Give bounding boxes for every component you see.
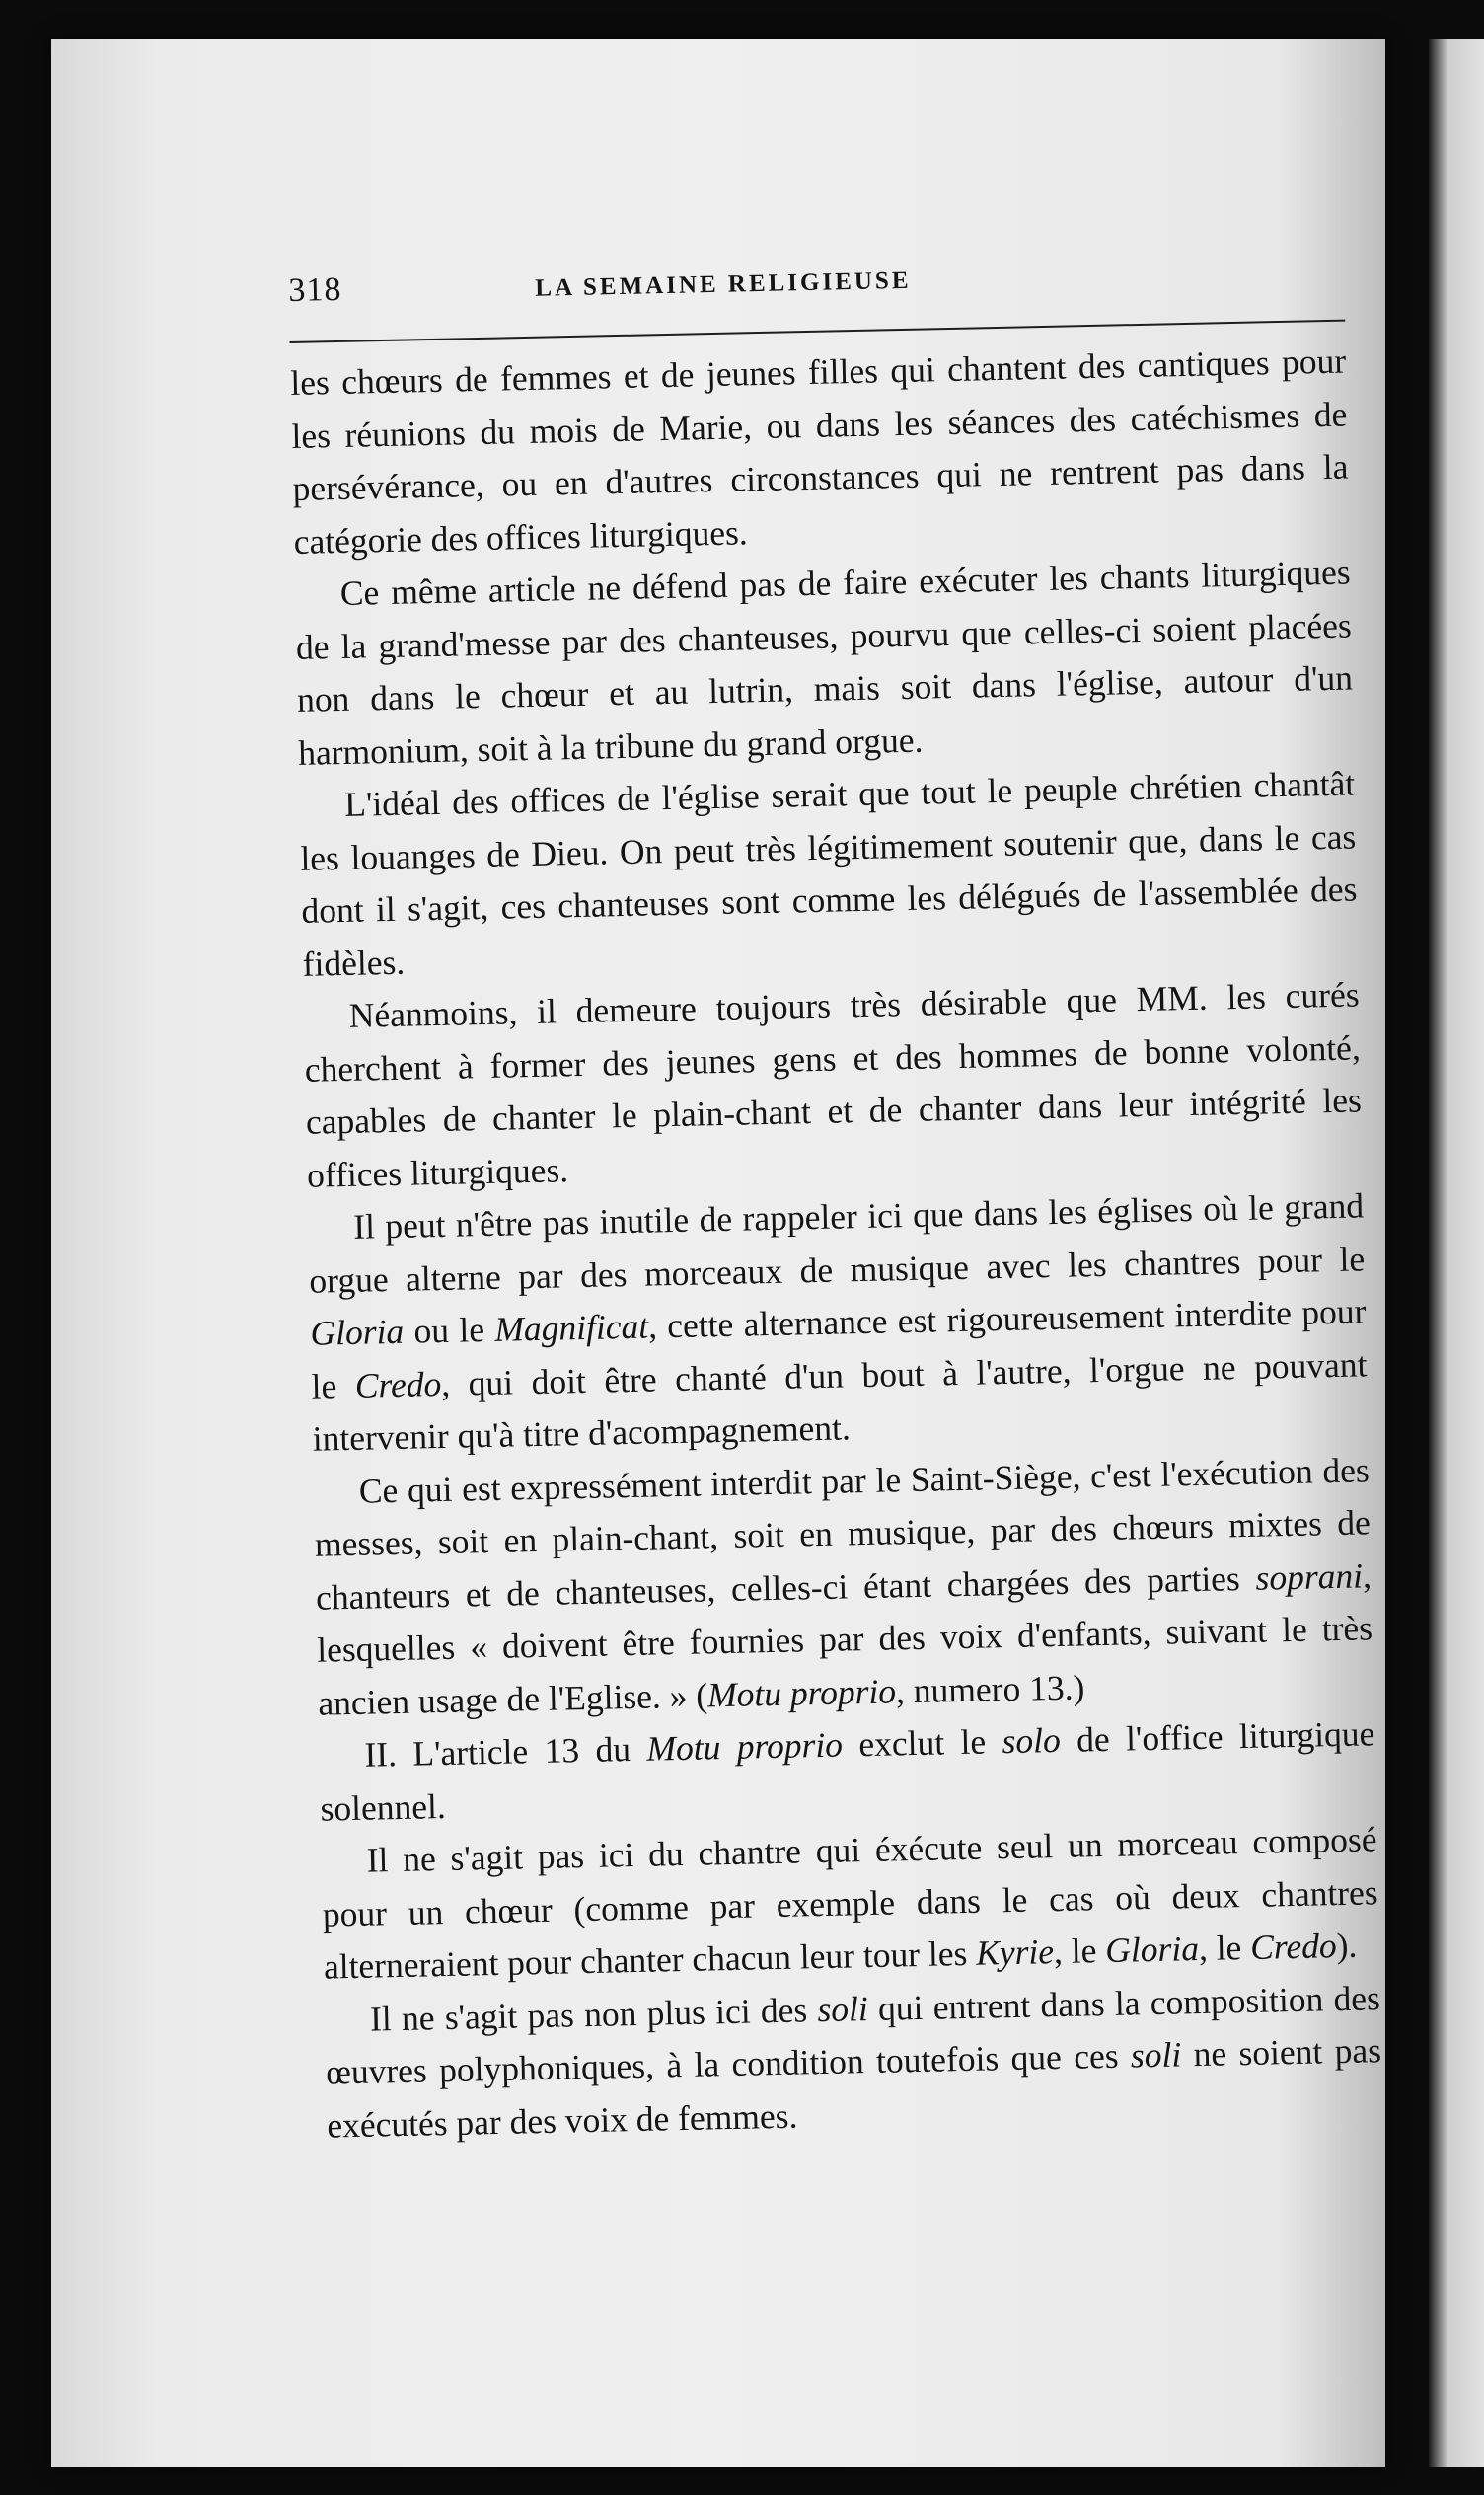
italic-term: Credo [1249, 1926, 1338, 1967]
italic-term: Gloria [1104, 1928, 1200, 1971]
text-run: , cette alternance est rigoureusement interdite pour le [311, 1291, 1367, 1406]
italic-term: soprani [1255, 1554, 1364, 1598]
text-run: ne soient pas exécutés par des voix de femmes. [326, 2030, 1382, 2146]
text-run: les chœurs de femmes et de jeunes filles qui chantent des cantiques pour les réunions du mois de Marie, ou dans les séances des catéchismes de persévérance, ou en d'autres circonstances qui ne rentrent pas dans la catégorie des offices liturgiques. [289, 340, 1349, 562]
text-run: Il ne s'agit pas ici du chantre qui éxécute seul un morceau composé pour un chœur (comme par exemple dans le cas où deux chantres alterneraient pour chanter chacun leur tour les [322, 1819, 1379, 1987]
italic-term: soli [1130, 2034, 1182, 2076]
paragraph [290, 336, 1350, 568]
text-run: Il peut n'être pas inutile de rappeler ici que dans les églises où le grand orgue alterne par des morceaux de musique avec les chantres pour le [308, 1185, 1366, 1301]
text-run: ). [1336, 1925, 1358, 1966]
text-run: ou le [403, 1309, 495, 1351]
text-run: Ce qui est expressément interdit par le Saint-Siège, c'est l'exécution des messes, soit en plain-chant, soit en musique, par des chœurs mixtes de chanteurs et de chanteuses, celles-ci étant chargées des parties [314, 1449, 1372, 1618]
paragraph [313, 1444, 1373, 1730]
text-run: Il ne s'agit pas non plus ici des [369, 1989, 818, 2039]
paragraph [325, 1972, 1383, 2153]
text-run: Néanmoins, il demeure toujours très désirable que MM. les curés cherchent à former des jeunes gens et des hommes de bonne volonté, capables de chanter le plain-chant et de chanter dans leur intégrité les offices liturgiques. [304, 974, 1363, 1195]
italic-term: Credo [354, 1363, 442, 1405]
page-number: 318 [288, 270, 342, 309]
text-run: exclut le [842, 1721, 1002, 1765]
paragraph [294, 547, 1354, 780]
text-run: Ce même article ne défend pas de faire exécuter les chants liturgiques de la grand'messe par des chanteuses, pourvu que celles-ci soient placées non dans le chœur et au lutrin, mais soit dans l'église, autour d'un harmonium, soit à la tribune du grand orgue. [295, 552, 1354, 773]
italic-term: Motu proprio [646, 1724, 844, 1769]
text-run: , numero 13.) [895, 1666, 1085, 1710]
text-run: , qui doit être chanté d'un bout à l'autre, l'orgue ne pouvant intervenir qu'à titre d'acompagnement. [312, 1343, 1368, 1459]
running-head [288, 251, 1345, 343]
page-content [288, 251, 1383, 2153]
italic-term: soli [817, 1988, 869, 2029]
italic-term: Magnificat [493, 1306, 649, 1349]
text-run: , le [1053, 1930, 1106, 1972]
italic-term: solo [1002, 1719, 1062, 1762]
paragraph [303, 968, 1363, 1201]
adjacent-page-edge [1429, 39, 1484, 2467]
book-page [51, 39, 1385, 2467]
text-run: , le [1198, 1927, 1251, 1969]
text-run: , lesquelles « doivent être fournies par des voix d'enfants, suivant le très ancien usage de l'Eglise. » ( [316, 1554, 1373, 1723]
italic-term: Motu proprio [706, 1670, 897, 1714]
paragraph [299, 757, 1359, 990]
italic-term: Gloria [310, 1311, 405, 1353]
paragraph [321, 1813, 1379, 1994]
body-text [290, 336, 1383, 2153]
running-title: LA SEMAINE RELIGIEUSE [535, 266, 912, 302]
text-run: II. L'article 13 du [364, 1728, 647, 1775]
paragraph [308, 1179, 1369, 1466]
italic-term: Kyrie [975, 1931, 1055, 1973]
text-run: L'idéal des offices de l'église serait que tout le peuple chrétien chantât les louanges de Dieu. On peut très légitimement soutenir que, dans le cas dont il s'agit, ces chanteuses sont comme les délégués de l'assemblée des fidèles. [300, 763, 1358, 984]
text-run: qui entrent dans la composition des œuvres polyphoniques, à la condition toutefois que ces [325, 1977, 1381, 2092]
text-run: de l'office liturgique solennel. [320, 1713, 1375, 1829]
